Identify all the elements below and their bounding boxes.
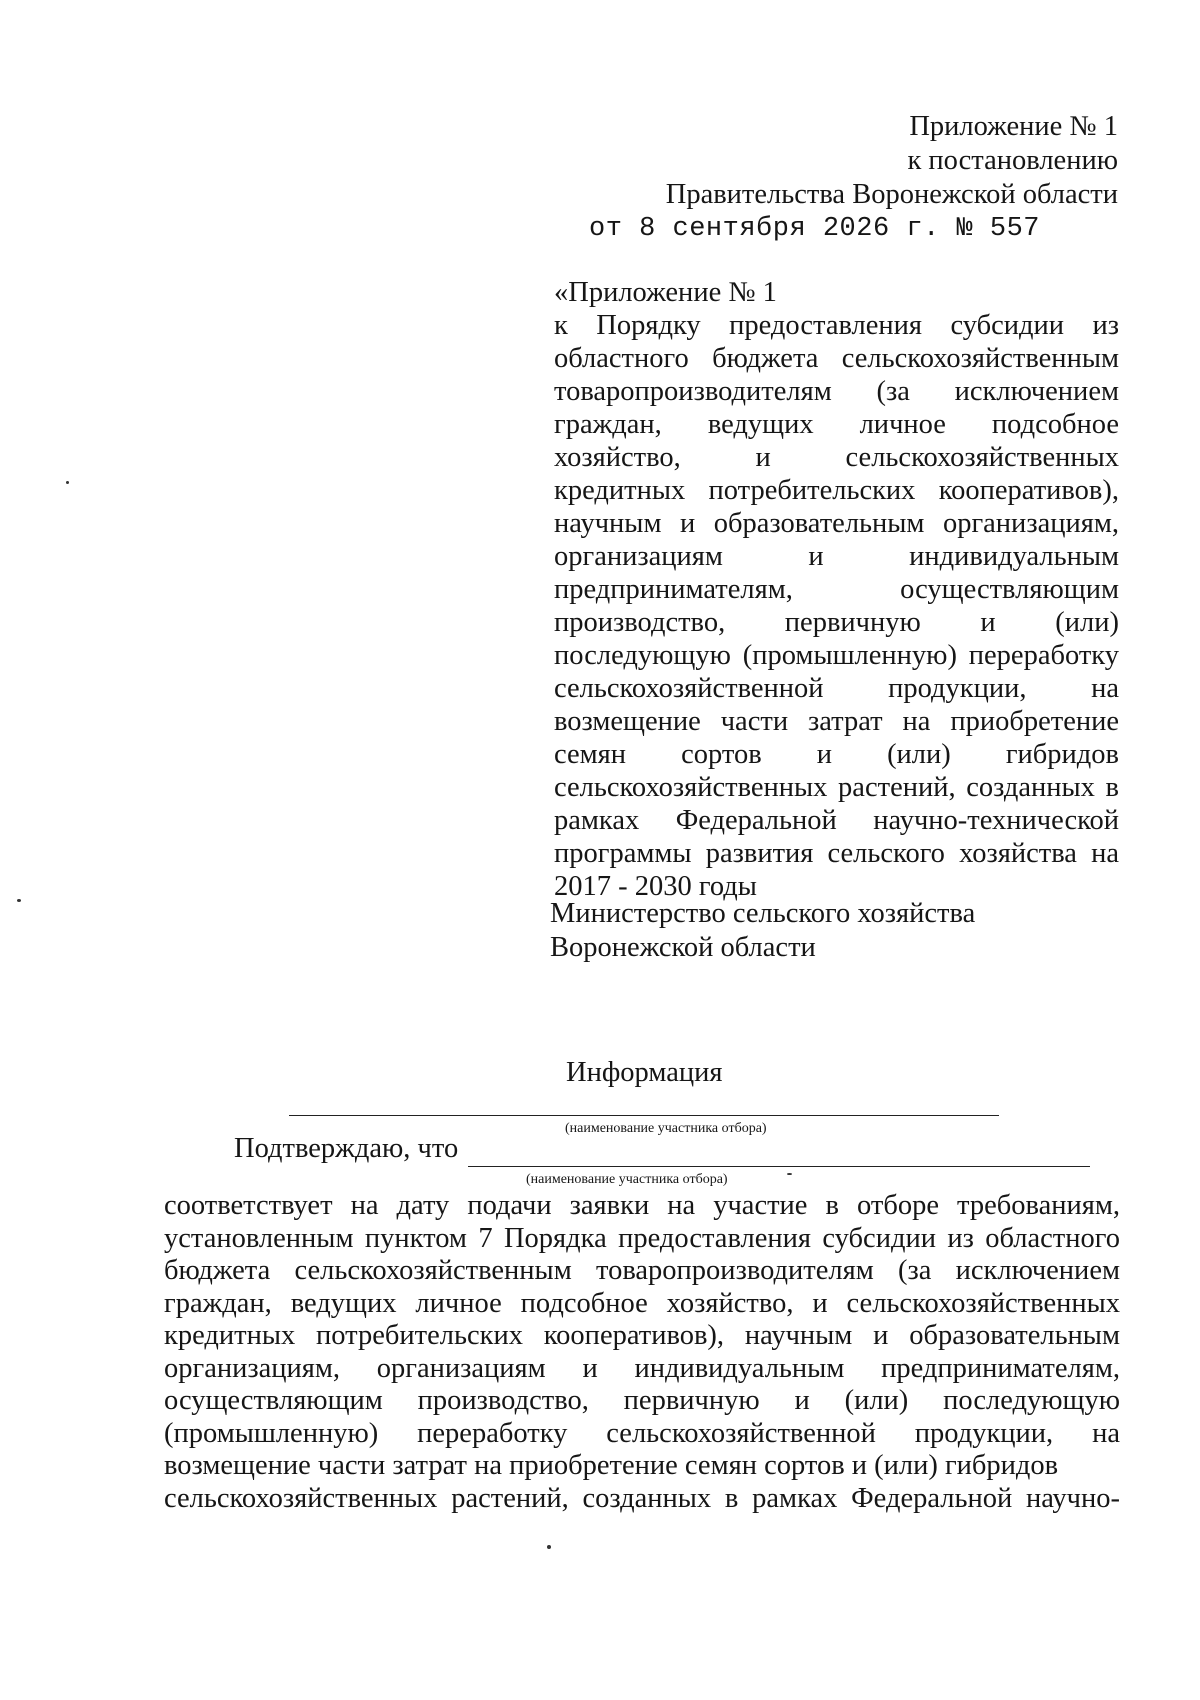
header-appendix-number: Приложение № 1 (909, 111, 1118, 142)
confirm-prefix: Подтверждаю, что (234, 1133, 459, 1164)
header-government: Правительства Воронежской области (665, 179, 1118, 210)
confirmation-body: соответствует на дату подачи заявки на участие в отборе требованиям, установленным пунктом 7 Порядка предоставления субсидии из областного бюджета сельскохозяйственным товаропроизводителям (за исключением граждан, ведущих личное подсобное хозяйство, и сельскохозяйственных кредитных потребительских кооперативов), научным и образовательным организациям, организациям и индивидуальным предпринимателям, осуществляющим производство, первичную и (или) последующую (промышленную) переработку сельскохозяйственной продукции, на возмещение части затрат на приобретение семян сортов и (или) гибридов (164, 1190, 1120, 1481)
ministry-name-line2: Воронежской области (550, 932, 816, 963)
scan-speck (66, 481, 69, 484)
participant-name-line (289, 1115, 999, 1116)
appendix-description: к Порядку предоставления субсидии из областного бюджета сельскохозяйственным товаропроизводителям (за исключением граждан, ведущих личное подсобное хозяйство, и сельскохозяйственных кредитных потребительских кооперативов), научным и образовательным организациям, организациям и индивидуальным предпринимателям, осуществляющим производство, первичную и (или) последующую (промышленную) переработку сельскохозяйственной продукции, на возмещение части затрат на приобретение семян сортов и (или) гибридов сельскохозяйственных растений, созданных в рамках Федеральной научно-технической программы развития сельского хозяйства на 2017 - 2030 годы (554, 310, 1119, 902)
scan-speck (787, 1173, 792, 1175)
scan-speck (17, 899, 21, 902)
ministry-name-line1: Министерство сельского хозяйства (550, 898, 976, 929)
participant-name-caption: (наименование участника отбора) (565, 1121, 767, 1136)
scan-speck (547, 1545, 551, 1549)
confirm-participant-caption: (наименование участника отбора) (526, 1172, 728, 1187)
document-title: Информация (566, 1057, 723, 1088)
confirm-participant-line (468, 1166, 1090, 1167)
appendix-block (554, 276, 1119, 903)
header-resolution-ref: к постановлению (907, 145, 1118, 176)
approval-header (558, 110, 1118, 246)
header-date-number-stamp: от 8 сентября 2026 г. № 557 (589, 214, 1040, 244)
confirmation-last-line: сельскохозяйственных растений, созданных в рамках Федеральной научно- (164, 1482, 1120, 1514)
appendix-title: «Приложение № 1 (554, 277, 777, 308)
addressee-block (550, 897, 1110, 965)
confirmation-text (164, 1190, 1120, 1515)
